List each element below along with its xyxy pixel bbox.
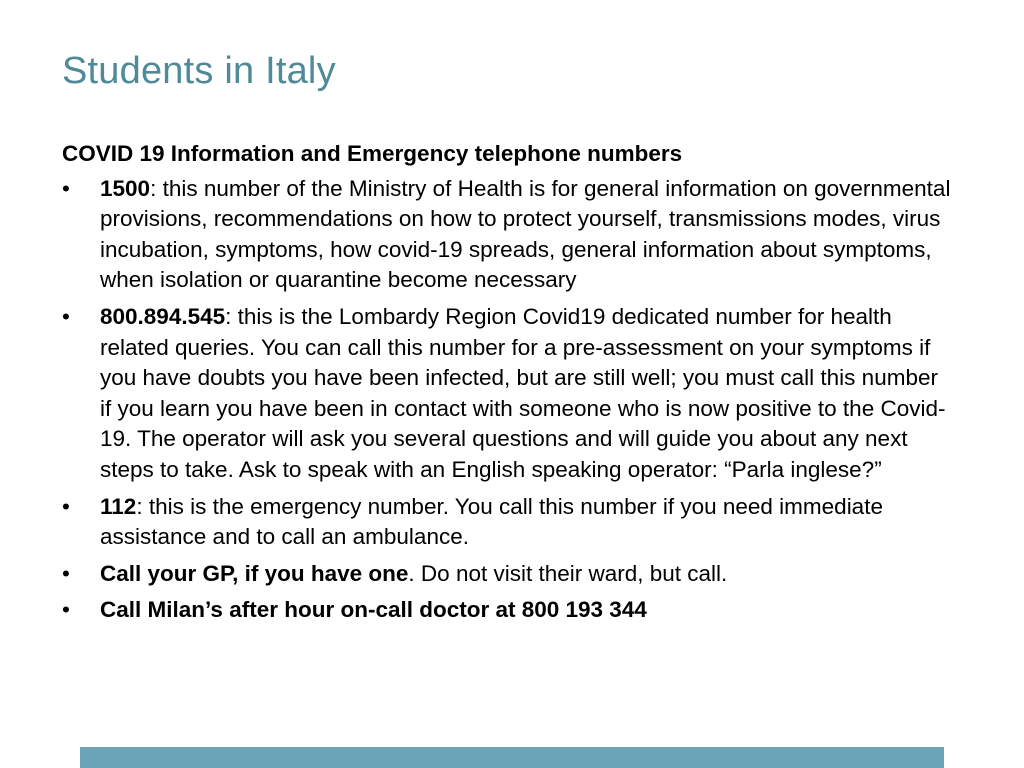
bullet-list bbox=[62, 174, 954, 626]
section-heading: COVID 19 Information and Emergency telephone numbers bbox=[62, 141, 683, 166]
bullet-text: : this number of the Ministry of Health is for general information on governmental provisions, recommendations on how to protect yourself, transmissions modes, virus incubation, symptoms, how covid-19 spreads, general information about symptoms, when isolation or quarantine become necessary bbox=[100, 175, 951, 293]
bullet-bold-text: 1500 bbox=[100, 175, 151, 201]
bullet-text: : this is the emergency number. You call this number if you need immediate assistance and to call an ambulance. bbox=[100, 493, 883, 550]
bullet-dot-icon: • bbox=[62, 175, 70, 201]
bullet-bold-text: Call Milan’s after hour on-call doctor at 800 193 344 bbox=[100, 597, 647, 623]
bullet-dot-icon: • bbox=[62, 560, 70, 586]
bullet-item-112 bbox=[62, 492, 954, 553]
bullet-dot-icon: • bbox=[62, 493, 70, 519]
bullet-text: . Do not visit their ward, but call. bbox=[408, 560, 728, 586]
bottom-accent-bar bbox=[80, 747, 944, 768]
bullet-item-on-call-doctor bbox=[62, 595, 954, 626]
bullet-dot-icon: • bbox=[62, 597, 70, 623]
bullet-dot-icon: • bbox=[62, 303, 70, 329]
bullet-item-lombardy bbox=[62, 302, 954, 486]
bullet-item-gp bbox=[62, 559, 954, 590]
bullet-text: : this is the Lombardy Region Covid19 dedicated number for health related queries. You can call this number for a pre-assessment on your symptoms if you have doubts you have been infected, but are still well; you must call this number if you learn you have been in contact with someone who is now positive to the Covid-19. The operator will ask you several questions and will guide you about any next steps to take. Ask to speak with an English speaking operator: “Parla inglese?” bbox=[100, 303, 946, 482]
slide-title: Students in Italy bbox=[62, 50, 336, 92]
bullet-item-1500 bbox=[62, 174, 954, 296]
bullet-bold-text: 112 bbox=[100, 493, 137, 519]
bullet-bold-text: 800.894.545 bbox=[100, 303, 226, 329]
slide-content bbox=[62, 139, 954, 632]
bullet-bold-text: Call your GP, if you have one bbox=[100, 560, 409, 586]
